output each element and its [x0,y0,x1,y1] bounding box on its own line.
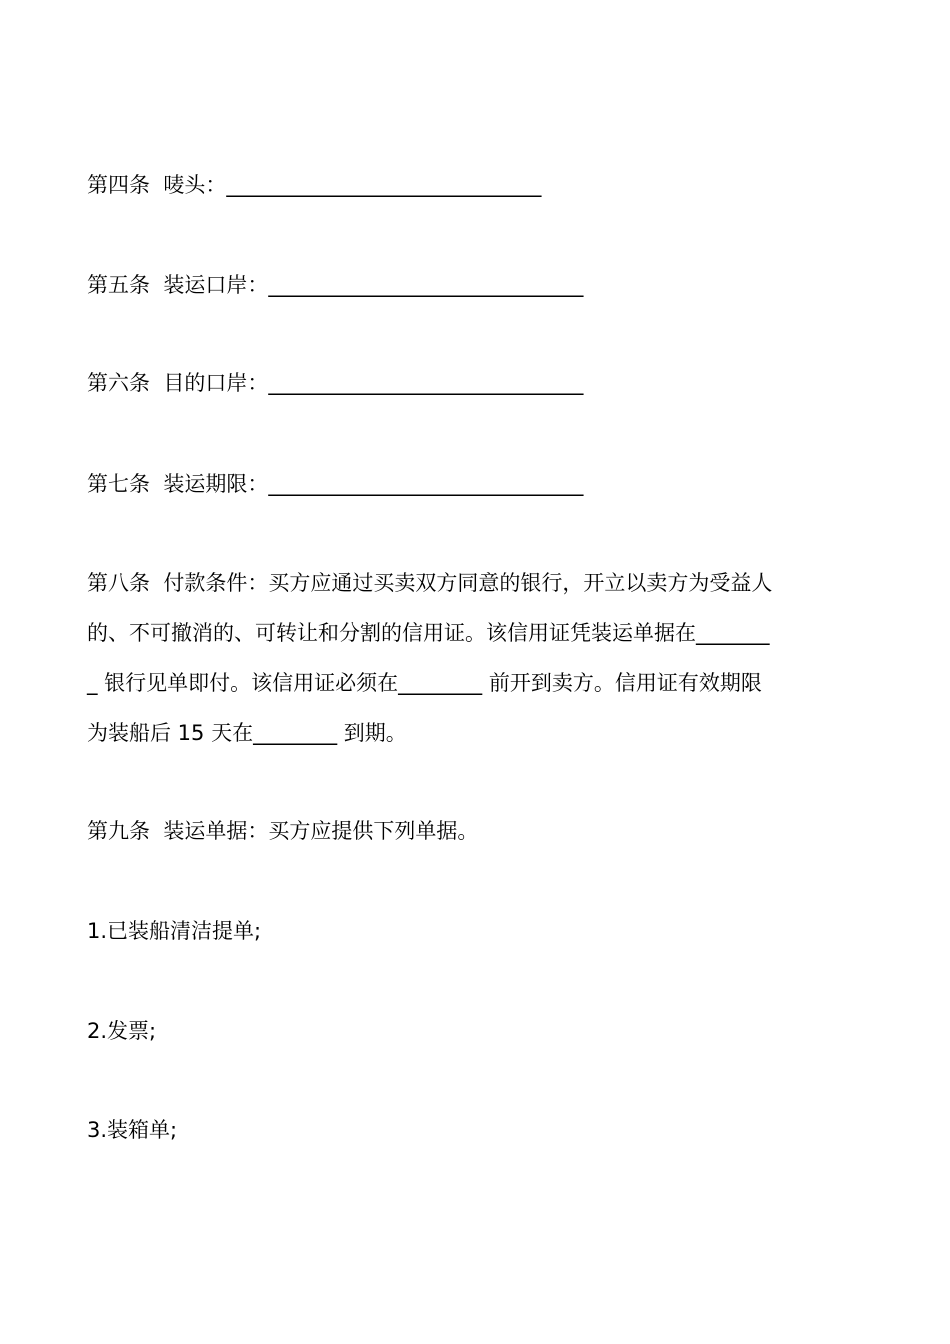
article-8-line-2: 的、不可撤消的、可转让和分割的信用证。该信用证凭装运单据在_______ [87,621,770,645]
article-7-shipment-period: 第七条 装运期限：______________________________ [87,472,584,496]
article-8-line-4: 为装船后 15 天在________ 到期。 [87,721,407,745]
article-4-marks: 第四条 唛头：______________________________ [87,173,542,197]
article-8-line-3: _ 银行见单即付。该信用证必须在________ 前开到卖方。信用证有效期限 [87,671,762,695]
document-item-3: 3.装箱单; [87,1118,178,1142]
article-9-shipping-documents: 第九条 装运单据：买方应提供下列单据。 [87,819,479,843]
article-6-destination-port: 第六条 目的口岸：______________________________ [87,371,584,395]
document-item-2: 2.发票; [87,1019,157,1043]
article-8-payment-terms [87,558,867,758]
article-5-loading-port: 第五条 装运口岸：______________________________ [87,273,584,297]
document-item-1: 1.已装船清洁提单; [87,919,262,943]
article-8-line-1: 第八条 付款条件：买方应通过买卖双方同意的银行，开立以卖方为受益人 [87,571,773,595]
